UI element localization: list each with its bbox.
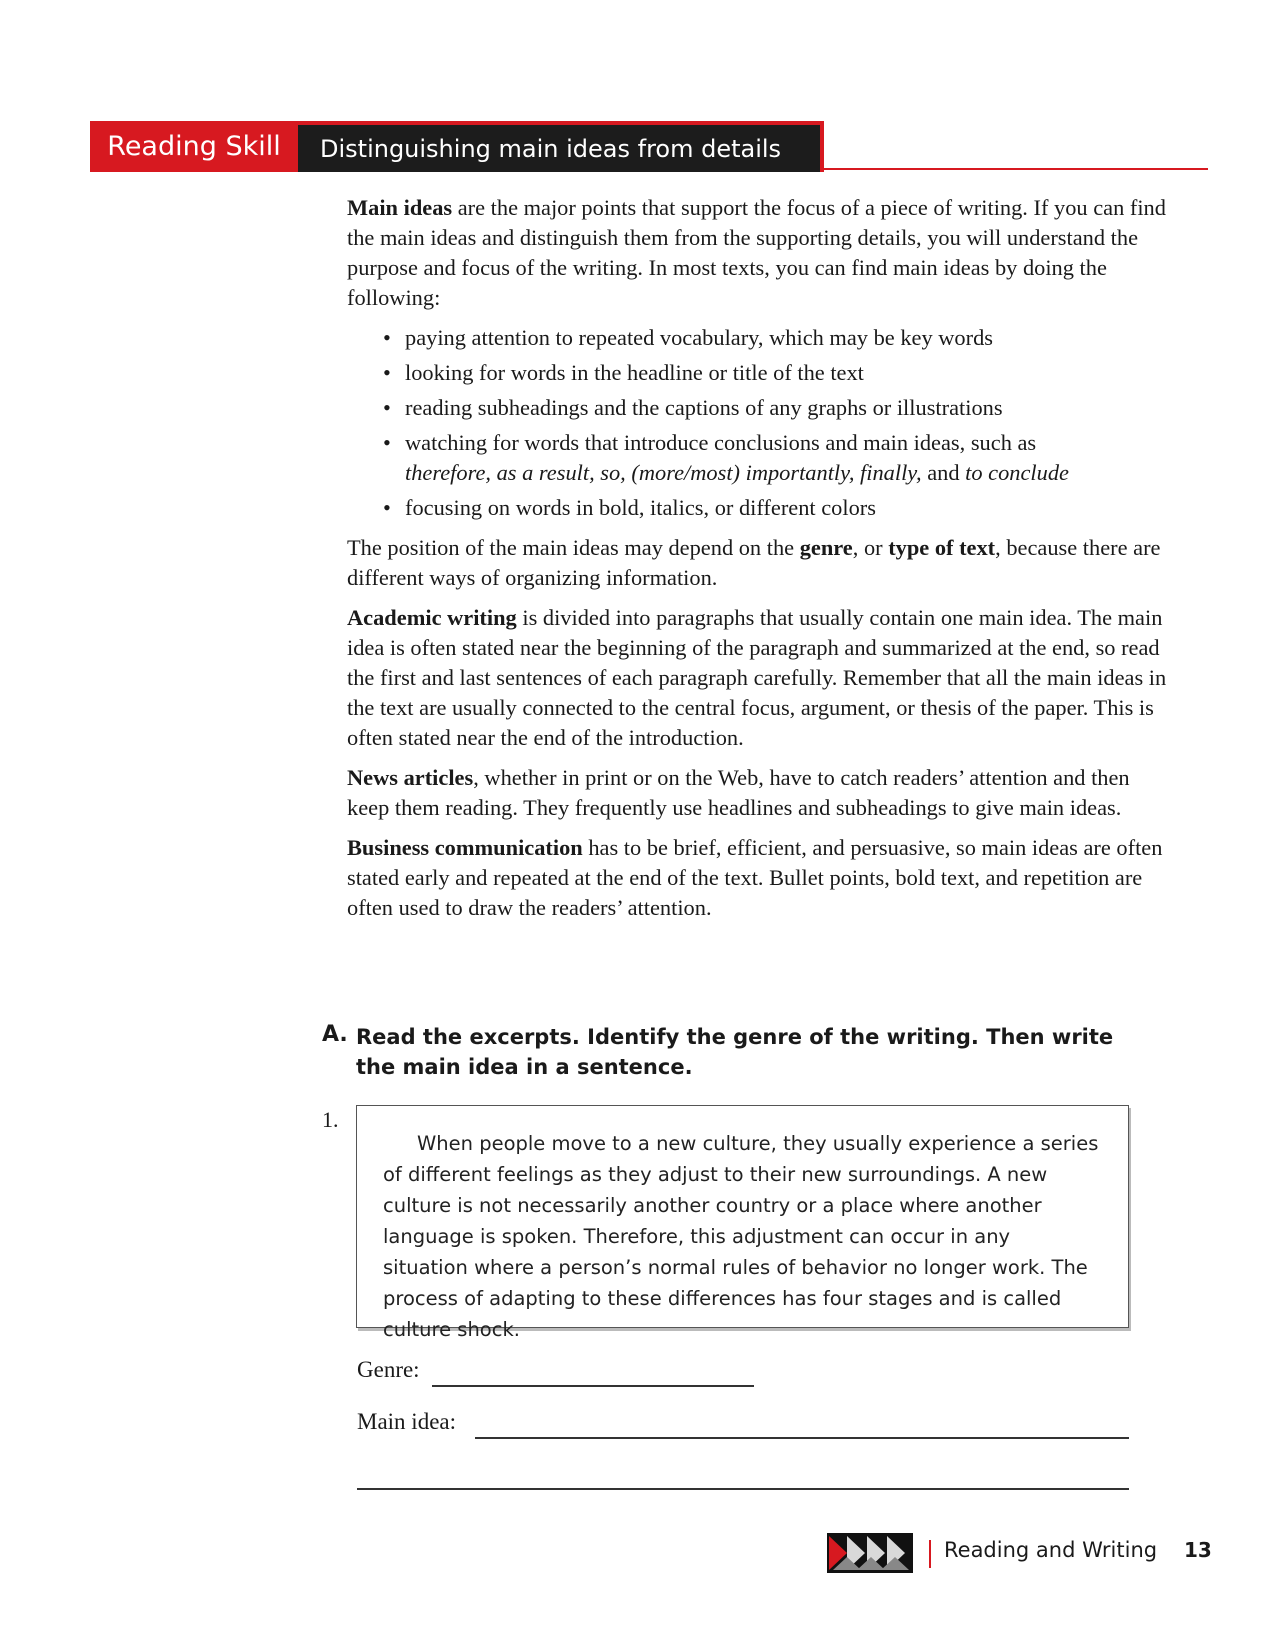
item-number: 1. bbox=[322, 1107, 339, 1132]
footer-separator bbox=[929, 1540, 931, 1568]
intro-paragraph bbox=[347, 193, 1167, 313]
main-idea-label: Main idea: bbox=[357, 1409, 456, 1434]
main-content bbox=[347, 193, 1167, 933]
list-item: • reading subheadings and the captions of any graphs or illustrations bbox=[383, 393, 1167, 423]
arrows-logo-icon bbox=[827, 1533, 913, 1573]
excerpt-text: When people move to a new culture, they usually experience a series of different feelings as they adjust to their new surroundings. A new culture is not necessarily another country or a place where another language is spoken. Therefore, this adjustment can occur in any situation where a person’s normal rules of behavior no longer work. The process of adapting to these differences has four stages and is called culture shock. bbox=[383, 1132, 1099, 1341]
academic-term: Academic writing bbox=[347, 605, 517, 630]
genre-label: Genre: bbox=[357, 1357, 420, 1382]
list-item: • paying attention to repeated vocabulary, which may be key words bbox=[383, 323, 1167, 353]
excerpt-box bbox=[356, 1105, 1129, 1341]
page-title bbox=[298, 121, 824, 172]
example-words-2: to conclude bbox=[965, 460, 1069, 485]
list-item: • focusing on words in bold, italics, or different colors bbox=[383, 493, 1167, 523]
page-title-text: Distinguishing main ideas from details bbox=[320, 134, 782, 163]
academic-paragraph: Academic writing is divided into paragraphs that usually contain one main idea. The main idea is often stated near the beginning of the paragraph and summarized at the end, so read the first and last sentences of each paragraph carefully. Remember that all the main ideas in the text are usually connected to the central focus, argument, or thesis of the paper. This is often stated near the end of the introduction. bbox=[347, 605, 1167, 750]
news-term: News articles bbox=[347, 765, 474, 790]
exercise-instruction: Read the excerpts. Identify the genre of the writing. Then write the main idea in a sentence. bbox=[356, 1025, 1114, 1079]
page-number: 13 bbox=[1184, 1538, 1212, 1562]
main-idea-answer-line[interactable] bbox=[475, 1437, 1129, 1439]
section-label: Reading Skill bbox=[90, 121, 298, 172]
exercise-letter: A. bbox=[322, 1022, 348, 1047]
strategy-list bbox=[347, 323, 1167, 523]
main-idea-answer-line-2[interactable] bbox=[357, 1488, 1129, 1490]
news-paragraph: News articles, whether in print or on the Web, have to catch readers’ attention and then keep them reading. They frequently use headlines and subheadings to give main ideas. bbox=[347, 765, 1130, 820]
intro-term: Main ideas bbox=[347, 195, 453, 220]
list-item: • watching for words that introduce conclusions and main ideas, such as therefore, as a result, so, (more/most) importantly, finally, and to conclude bbox=[383, 428, 1167, 488]
footer-section: Reading and Writing bbox=[944, 1538, 1158, 1562]
business-paragraph: Business communication has to be brief, efficient, and persuasive, so main ideas are often stated early and repeated at the end of the text. Bullet points, bold text, and repetition are often used to draw the readers’ attention. bbox=[347, 835, 1163, 920]
list-item: • looking for words in the headline or title of the text bbox=[383, 358, 1167, 388]
example-words: therefore, as a result, so, (more/most) importantly, finally, bbox=[405, 460, 922, 485]
genre-answer-line[interactable] bbox=[432, 1385, 754, 1387]
business-term: Business communication bbox=[347, 835, 583, 860]
position-paragraph: The position of the main ideas may depend on the genre, or type of text, because there are different ways of organizing information. bbox=[347, 535, 1161, 590]
genre-term: genre bbox=[799, 535, 853, 560]
type-term: type of text bbox=[888, 535, 996, 560]
intro-text: are the major points that support the focus of a piece of writing. If you can find the main ideas and distinguish them from the supporting details, you will understand the purpose and focus of the writing. In most texts, you can find main ideas by doing the following: bbox=[347, 195, 1166, 310]
